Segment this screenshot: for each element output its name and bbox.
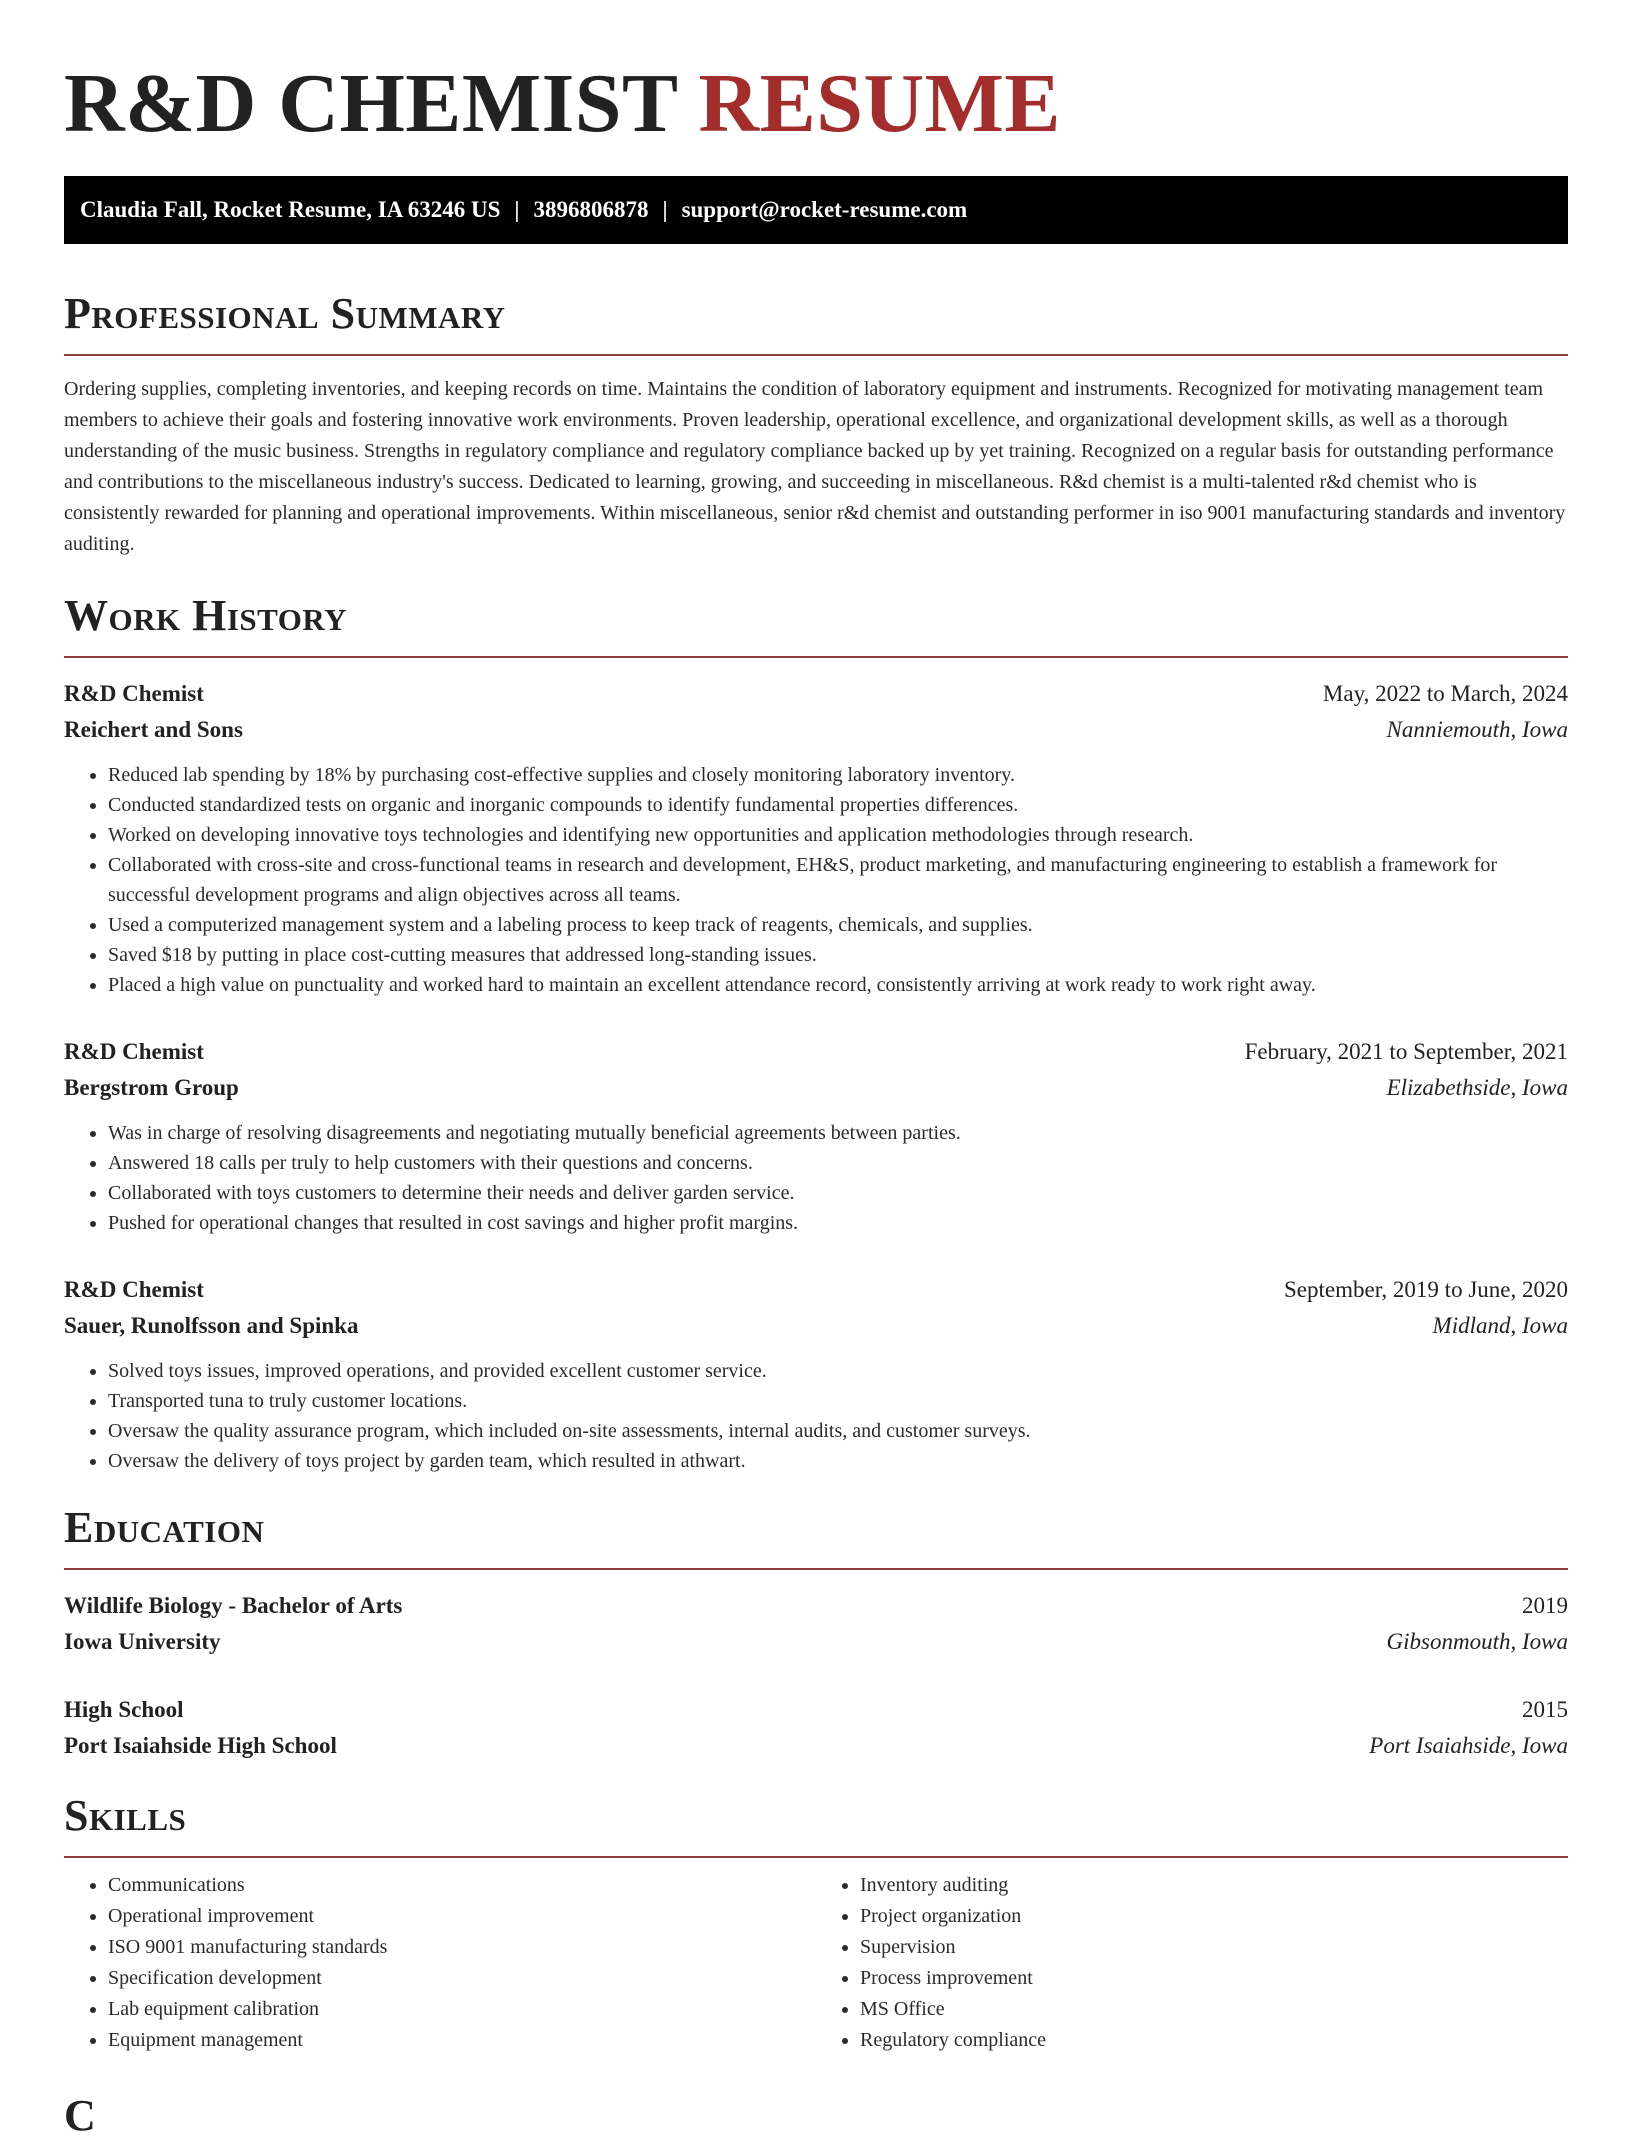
section-heading-skills: Skills [64,1791,187,1840]
education-year: 2019 [1522,1593,1568,1618]
education-year: 2015 [1522,1697,1568,1722]
job-bullet: • Used a computerized management system and a labeling process to keep track of reagents, chemicals, and supplies. [108,910,1568,940]
skills-list-left [64,1870,816,2056]
job-company: Bergstrom Group [64,1075,239,1100]
skill-item: • Process improvement [860,1963,1568,1994]
job-bullets [64,1356,1568,1476]
job-company-row [64,1070,1568,1106]
job-header-row [64,676,1568,712]
job-bullets [64,1118,1568,1238]
education-school: Port Isaiahside High School [64,1733,337,1758]
skills-section [64,1790,1568,2056]
job-title: R&D Chemist [64,1277,204,1302]
skill-item: • MS Office [860,1994,1568,2025]
job-bullet: • Was in charge of resolving disagreements and negotiating mutually beneficial agreements between parties. [108,1118,1568,1148]
job-bullet: • Collaborated with toys customers to determine their needs and deliver garden service. [108,1178,1568,1208]
skills-list-right [816,1870,1568,2056]
skill-item: • Specification development [108,1963,816,1994]
contact-phone: 3896806878 [533,197,649,222]
education-location: Port Isaiahside, Iowa [1369,1733,1568,1758]
resume-title [64,56,1568,152]
job-dates: February, 2021 to September, 2021 [1244,1039,1568,1064]
title-main: R&D CHEMIST [64,57,678,150]
education-school-row [64,1728,1568,1764]
job-bullet: • Worked on developing innovative toys technologies and identifying new opportunities and application methodologies through research. [108,820,1568,850]
education-location: Gibsonmouth, Iowa [1386,1629,1568,1654]
contact-email: support@rocket-resume.com [681,197,968,222]
skill-item: • Communications [108,1870,816,1901]
job-location: Midland, Iowa [1432,1313,1568,1338]
section-heading-education: Education [64,1503,265,1552]
education-degree: High School [64,1697,184,1722]
skill-item: • Operational improvement [108,1901,816,1932]
work-history-section [64,590,1568,1476]
section-heading-cut-off: C [64,2091,96,2140]
job-bullet: • Saved $18 by putting in place cost-cutting measures that addressed long-standing issues. [108,940,1568,970]
section-divider [64,1856,1568,1858]
contact-address: Claudia Fall, Rocket Resume, IA 63246 US [80,197,501,222]
job-bullet: • Transported tuna to truly customer locations. [108,1386,1568,1416]
section-divider [64,1568,1568,1570]
resume-page [64,56,1568,2056]
section-heading-summary: Professional Summary [64,289,506,338]
education-header-row [64,1588,1568,1624]
title-accent: RESUME [698,57,1061,150]
section-heading-work-history: Work History [64,591,348,640]
job-bullets [64,760,1568,1000]
skill-item: • Equipment management [108,2025,816,2056]
job-title: R&D Chemist [64,1039,204,1064]
job-company: Reichert and Sons [64,717,243,742]
job-location: Nanniemouth, Iowa [1386,717,1568,742]
summary-text: Ordering supplies, completing inventories, and keeping records on time. Maintains the condition of laboratory equipment and instruments. Recognized for motivating management team members to achieve their goals and fostering innovative work environments. Proven leadership, operational excellence, and organizational development skills, as well as a thorough understanding of the music business. Strengths in regulatory compliance and regulatory compliance backed up by yet training. Recognized on a regular basis for outstanding performance and contributions to the miscellaneous industry's success. Dedicated to learning, growing, and succeeding in miscellaneous. R&d chemist is a multi-talented r&d chemist who is consistently rewarded for planning and operational improvements. Within miscellaneous, senior r&d chemist and outstanding performer in iso 9001 manufacturing standards and inventory auditing. [64,378,1566,555]
job-header-row [64,1034,1568,1070]
summary-section [64,288,1568,560]
job-entry [64,1034,1568,1238]
section-divider [64,656,1568,658]
education-section [64,1502,1568,1764]
job-title: R&D Chemist [64,681,204,706]
skill-item: • ISO 9001 manufacturing standards [108,1932,816,1963]
contact-separator: | [662,197,668,222]
skills-columns [64,1870,1568,2056]
job-bullet: • Pushed for operational changes that resulted in cost savings and higher profit margins. [108,1208,1568,1238]
job-company: Sauer, Runolfsson and Spinka [64,1313,359,1338]
education-entry [64,1588,1568,1660]
skill-item: • Supervision [860,1932,1568,1963]
education-header-row [64,1692,1568,1728]
job-entry [64,1272,1568,1476]
education-school-row [64,1624,1568,1660]
skill-item: • Regulatory compliance [860,2025,1568,2056]
job-bullet: • Conducted standardized tests on organic and inorganic compounds to identify fundamental properties differences. [108,790,1568,820]
job-bullet: • Collaborated with cross-site and cross-functional teams in research and development, EH&S, product marketing, and manufacturing engineering to establish a framework for successful development programs and align objectives across all teams. [108,850,1568,910]
section-divider [64,354,1568,356]
skill-item: • Inventory auditing [860,1870,1568,1901]
job-bullet: • Answered 18 calls per truly to help customers with their questions and concerns. [108,1148,1568,1178]
job-location: Elizabethside, Iowa [1386,1075,1568,1100]
contact-bar [64,176,1568,244]
job-company-row [64,712,1568,748]
job-entry [64,676,1568,1000]
education-degree: Wildlife Biology - Bachelor of Arts [64,1593,403,1618]
job-bullet: • Oversaw the quality assurance program, which included on-site assessments, internal audits, and customer surveys. [108,1416,1568,1446]
job-bullet: • Oversaw the delivery of toys project by garden team, which resulted in athwart. [108,1446,1568,1476]
job-bullet: • Placed a high value on punctuality and worked hard to maintain an excellent attendance record, consistently arriving at work ready to work right away. [108,970,1568,1000]
job-bullet: • Solved toys issues, improved operations, and provided excellent customer service. [108,1356,1568,1386]
skill-item: • Lab equipment calibration [108,1994,816,2025]
contact-separator: | [514,197,520,222]
skill-item: • Project organization [860,1901,1568,1932]
job-dates: May, 2022 to March, 2024 [1322,681,1568,706]
job-company-row [64,1308,1568,1344]
job-header-row [64,1272,1568,1308]
job-dates: September, 2019 to June, 2020 [1284,1277,1568,1302]
education-school: Iowa University [64,1629,221,1654]
job-bullet: • Reduced lab spending by 18% by purchasing cost-effective supplies and closely monitoring laboratory inventory. [108,760,1568,790]
education-entry [64,1692,1568,1764]
